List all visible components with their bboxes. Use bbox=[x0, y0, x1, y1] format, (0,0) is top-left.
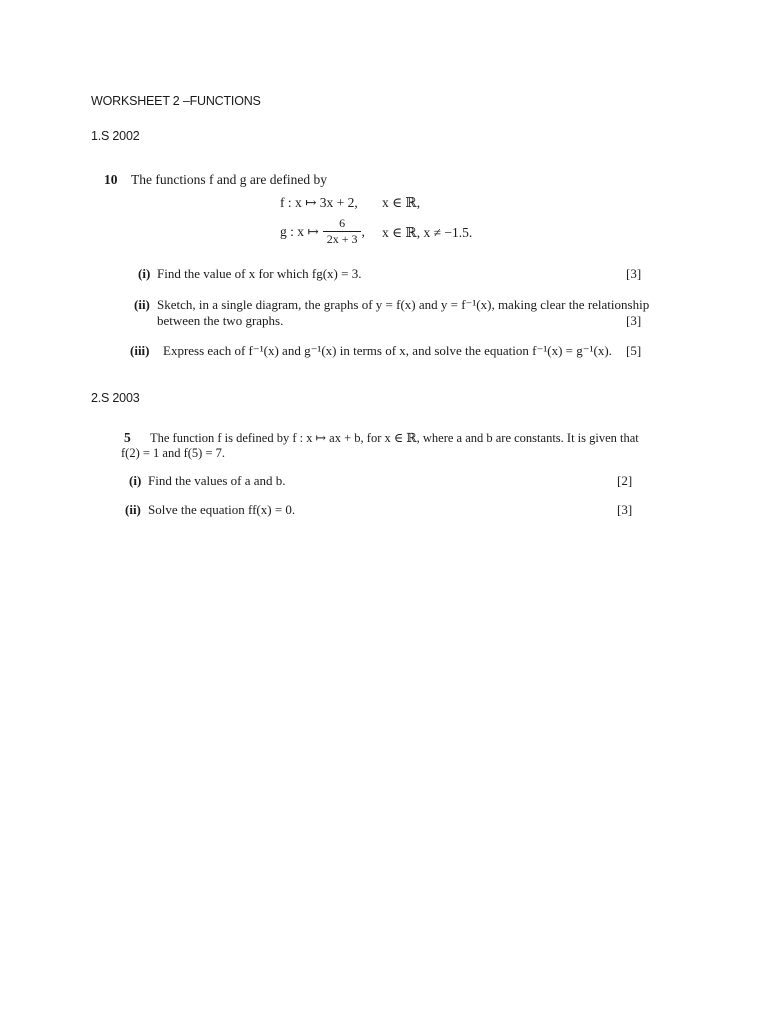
q5-part-ii-mark: [3] bbox=[617, 502, 633, 517]
q10-part-ii-label: (ii) bbox=[134, 297, 150, 312]
question-5-line-1: The function f is defined by f : x ↦ ax + b, for x ∈ ℝ, where a and b are constants. It is given that bbox=[150, 431, 639, 445]
q10-part-iii-label: (iii) bbox=[130, 343, 150, 358]
worksheet-title: WORKSHEET 2 –FUNCTIONS bbox=[91, 94, 261, 108]
g-comma: , bbox=[361, 223, 365, 239]
q5-part-ii-text: Solve the equation ff(x) = 0. bbox=[148, 502, 296, 517]
q10-part-iii-text: Express each of f⁻¹(x) and g⁻¹(x) in terms of x, and solve the equation f⁻¹(x) = g⁻¹(x). bbox=[163, 343, 612, 358]
q5-part-i-mark: [2] bbox=[617, 473, 633, 488]
question-10-intro: The functions f and g are defined by bbox=[131, 172, 328, 187]
q10-part-i-mark: [3] bbox=[626, 266, 642, 281]
question-5-line-2: f(2) = 1 and f(5) = 7. bbox=[121, 446, 225, 460]
g-fraction bbox=[323, 216, 365, 247]
q10-part-i-text: Find the value of x for which fg(x) = 3. bbox=[157, 266, 362, 281]
q10-part-i-label: (i) bbox=[138, 266, 151, 281]
g-definition bbox=[280, 216, 365, 247]
q10-part-ii-text: Sketch, in a single diagram, the graphs of y = f(x) and y = f⁻¹(x), making clear the relationship bbox=[157, 297, 650, 312]
g-numerator: 6 bbox=[339, 216, 346, 230]
f-domain: x ∈ ℝ, bbox=[382, 195, 421, 210]
q5-part-ii-label: (ii) bbox=[125, 502, 141, 517]
q10-part-ii-mark: [3] bbox=[626, 313, 642, 328]
f-definition: f : x ↦ 3x + 2, bbox=[280, 195, 358, 210]
g-lhs: g : x ↦ bbox=[280, 223, 319, 239]
q10-part-iii-mark: [5] bbox=[626, 343, 642, 358]
question-number-5: 5 bbox=[124, 430, 131, 445]
section-1-label: 1.S 2002 bbox=[91, 129, 140, 143]
section-2-label: 2.S 2003 bbox=[91, 391, 140, 405]
g-domain: x ∈ ℝ, x ≠ −1.5. bbox=[382, 225, 473, 240]
q10-part-ii-text-2: between the two graphs. bbox=[157, 313, 284, 328]
question-number-10: 10 bbox=[104, 172, 118, 187]
g-denominator: 2x + 3 bbox=[323, 231, 362, 247]
q5-part-i-label: (i) bbox=[129, 473, 142, 488]
q5-part-i-text: Find the values of a and b. bbox=[148, 473, 286, 488]
